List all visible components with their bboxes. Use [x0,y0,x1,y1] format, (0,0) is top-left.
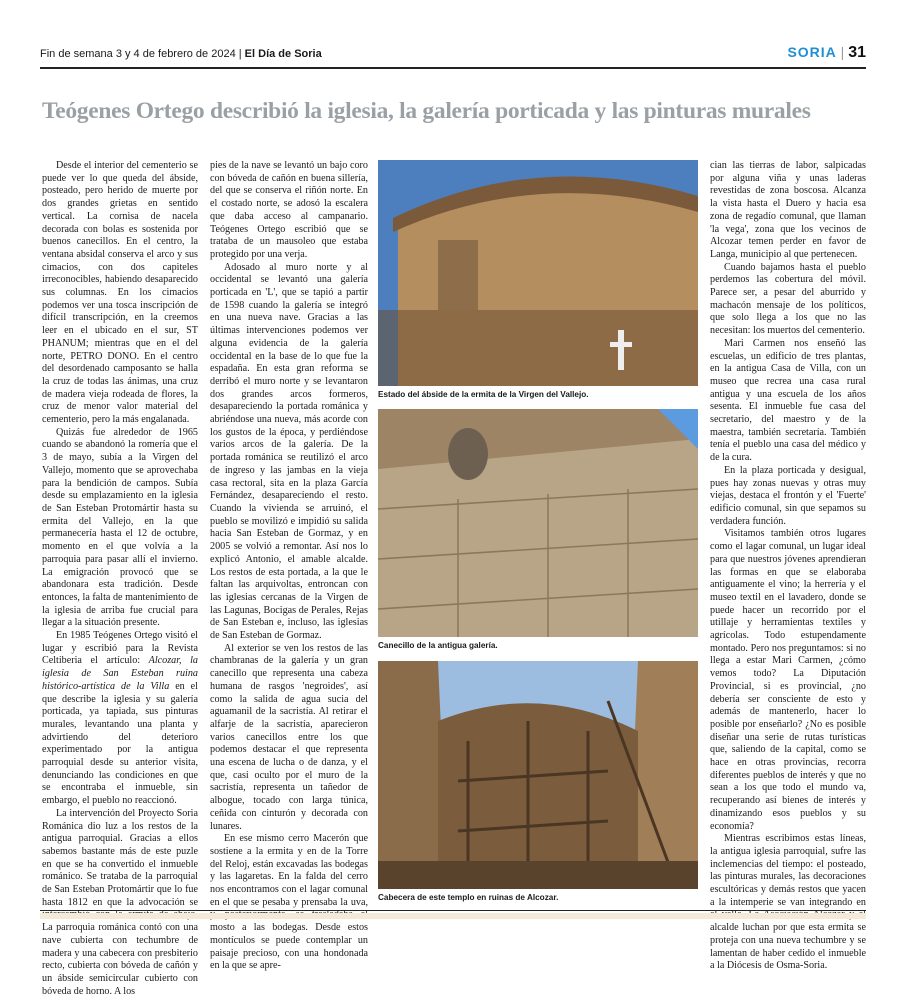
corbel-photo [378,409,698,637]
article-column-1 [42,160,198,998]
paragraph: Al exterior se ven los restos de las chambranas de la galería y un gran canecillo que representa una cabeza humana de rasgos 'negroides', así como la salida de agua sucia del aguamanil de la sacristía. Al retirar el alfarje de la sacristía, aparecieron varios canecillos entre los que podemos destacar el que representa una escena de lucha o de danza, y el que, casi oculto por el muro de la sacristía, representa un tañedor de albogue, tocado con larga túnica, ceñida con cinturón y decorada con lunares. [210,642,368,832]
publication-name: El Día de Soria [244,48,322,60]
paragraph-text: En 1985 Teógenes Ortego visitó el lugar y escribió para la Revista Celtiberia el artículo: [42,630,198,667]
footer-band [40,913,866,919]
paragraph: Cuando bajamos hasta el pueblo perdemos las cobertura del móvil. Parece ser, a pesar del aburrido y machacón mensaje de los políticos, que solo llega a los que no las necesitan: los muertos del cementerio. [710,261,866,337]
paragraph: cian las tierras de labor, salpicadas por alguna viña y unas laderas revestidas de zona boscosa. Alcanza la vista hasta el Duero y hacia esa zona de regadío comunal, que llaman 'la vega', zona que los vecinos de Alcozar temen perder en favor de Langa, municipio al que pertenecen. [710,160,866,260]
paragraph: pies de la nave se levantó un bajo coro con bóveda de cañón en buena sillería, del que se conserva el riñón norte. En el costado norte, se adosó la escalera que daba acceso al campanario. Teógenes Ortego escribió que se trataba de un mausoleo que estaba protegido por una verja. [210,160,368,260]
header-dateline [40,48,322,60]
article-title-italic: Alcozar, la iglesia de San Esteban ruina histórico-artística de la Villa [42,655,198,692]
photo-caption: Estado del ábside de la ermita de la Virgen del Vallejo. [378,390,589,399]
photo-caption: Cabecera de este templo en ruinas de Alcozar. [378,893,559,902]
paragraph: En ese mismo cerro Macerón que sostiene a la ermita y en de la Torre del Reloj, están excavadas las bodegas y las lagaretas. En la falda del cerro nos encontramos con el lagar comunal en el que se pesaba y prensaba la uva, mosto a las bodegas. Desde estos montículos se puede contemplar un paisaje precioso, con una hondonada en la que se apre- [210,833,368,972]
headline: Teógenes Ortego describió la iglesia, la galería porticada y las pinturas murales [42,98,811,124]
paragraph: Quizás fue alrededor de 1965 cuando se abandonó la romería que el 3 de mayo, subía a la Virgen del Vallejo, momento que se aprovechaba para la bendición de campos. Subía desde su emplazamiento en la iglesia de San Esteban Protomártir hasta su ermita del Vallejo, en la que permanecería hasta el 12 de octubre, momento en el que volvía a la parroquia para pasar allí el invierno. La emigración provocó que se abandonara esta tradición. Desde entonces, la falta de mantenimiento de la iglesia de arriba fue crucial para llegar a la situación presente. [42,426,198,629]
ruins-photo [378,661,698,889]
paragraph: Visitamos también otros lugares como el lagar comunal, un lugar ideal para que nuestros jóvenes aprendieran las formas en que se elaboraba antiguamente el vino; la herrería y el museo textil en el lavadero, donde se puede hacer un recorrido por el utillaje y herramientas textiles y agrícolas. Todo estupendamente montado. Pero nos preguntamos: si no llega a estar Mari Carmen, ¿cómo vemos todo? La Diputación Provincial, si es provincial, ¿no debería ser consciente de esto y además de mantenerlo, hacer lo posible por enseñarlo? ¿No es posible diseñar una serie de rutas turísticas que, saliendo de la capital, como se hace en otras provincias, recorra diferentes pueblos de interés y que no sean a los que todo el mundo va, recuperando así bienes de interés y dinamizando esos pueblos y su economía? [710,528,866,832]
paragraph: Adosado al muro norte y al occidental se levantó una galería porticada en 'L', que se tapió a partir de 1598 cuando la galería se integró en una nueva nave. Gracias a las últimas intervenciones podemos ver alguna evidencia de la galería occidental en la base de lo que fue la espadaña. En esta gran reforma se derribó el muro norte y se levantaron dos grandes arcos formeros, desapareciendo la portada románica y abriéndose una nueva, más acorde con los gustos de la época, y perdiéndose varios arcos de la galería. De la portada románica se reutilizó el arco de ingreso y las jambas en la vieja casa rectoral, sita en la plaza García Fernández, desapareciendo el resto. Cuando la vivienda se arruinó, el pueblo se movilizó e impidió su salida hacia San Esteban de Gormaz, y en 2005 se volvió a remontar. Así nos lo explicó Antonio, el amable alcalde. Los restos de esta portada, a la que le faltan las arquivoltas, entroncan con las iglesias cercanas de la Virgen de las Lagunas, Bocigas de Perales, Rejas de San Esteban e, incluso, las iglesias de San Esteban de Gormaz. [210,261,368,642]
paragraph: Mientras escribimos estas líneas, la antigua iglesia parroquial, sufre las inclemencias del tiempo: el posteado, las pinturas murales, las decoraciones escultóricas y demás restos que yacen a la intemperie se van integrando en alcalde luchan por que esta ermita se proteja con una nueva techumbre y se lamentan de haber cedido el inmueble a la Diócesis de Osma-Soria. [710,833,866,972]
section-name: SORIA [787,44,837,60]
article-column-4 [710,160,866,973]
paragraph-text: en el que describe la iglesia y su galería porticada, ya tapiada, sus pinturas murales, levantando una planta y advirtiendo del deterioro experimentado por la antigua parroquial desde su anterior visita, denunciando las condiciones en que se encontraba el inmueble, sin embargo, el pueblo no reaccionó. [42,680,198,807]
footer-rule [40,910,866,911]
corbel-illustration [378,409,698,637]
header-rule [40,67,866,69]
apse-photo [378,160,698,386]
article-column-2 [210,160,368,973]
paragraph: Desde el interior del cementerio se puede ver lo que queda del ábside, posteado, pero herido de muerte por dos grandes grietas en sentido vertical. La cornisa de nacela decorada con bolas es sostenida por buenos canecillos. En el centro, la ventana absidal conserva el arco y sus cimacios, con dos capiteles irreconocibles, habiendo desaparecido sus columnas. En los cimacios podemos ver una tosca inscripción de difícil transcripción, en la creemos leer en el ubicado en el sur, ST PHANUM; mientras que en el del norte, PETRO DONO. En el centro del desordenado camposanto se halla la cruz de todas las ánimas, una cruz de madera vieja rodeada de flores, la cruz de menor valor material del cementerio, pero la más engalanada. [42,160,198,426]
ruins-illustration [378,661,698,889]
header-separator: | [238,48,242,60]
paragraph: Mari Carmen nos enseñó las escuelas, un edificio de tres plantas, en la antigua Casa de Villa, con un museo que recrea una casa rural antigua y una escuela de los años sesenta. El inmueble fue casa del secretario, del maestro y de la maestra, también secretaría. También tenía el pueblo una casa del médico y de la cura. [710,337,866,464]
photo-caption: Canecillo de la antigua galería. [378,641,498,650]
page-header [40,44,866,66]
section-separator: | [840,44,845,60]
paragraph: En la plaza porticada y desigual, pues hay zonas nuevas y otras muy viejas, destaca el frontón y el 'Fuerte' edificio comunal, sin que sepamos su verdadera función. [710,464,866,527]
page-number: 31 [848,44,866,61]
issue-date: Fin de semana 3 y 4 de febrero de 2024 [40,48,236,60]
header-section [787,44,866,62]
paragraph [42,630,198,808]
paragraph: La intervención del Proyecto Soria Románica dio luz a los restos de la antigua parroquial. Gracias a ellos sabemos bastante más de este puzle en que se ha convertido el inmueble románico. Se trataba de la parroquial de San Esteban Protomártir que lo fue hasta 1812 en que la advocación se La parroquia románica contó con una nave cubierta con techumbre de madera y una cabecera con presbiterio recto, cubierta con bóveda de cañón y un ábside semicircular cubierto con bóveda de horno. A los [42,807,198,997]
apse-illustration [378,160,698,386]
